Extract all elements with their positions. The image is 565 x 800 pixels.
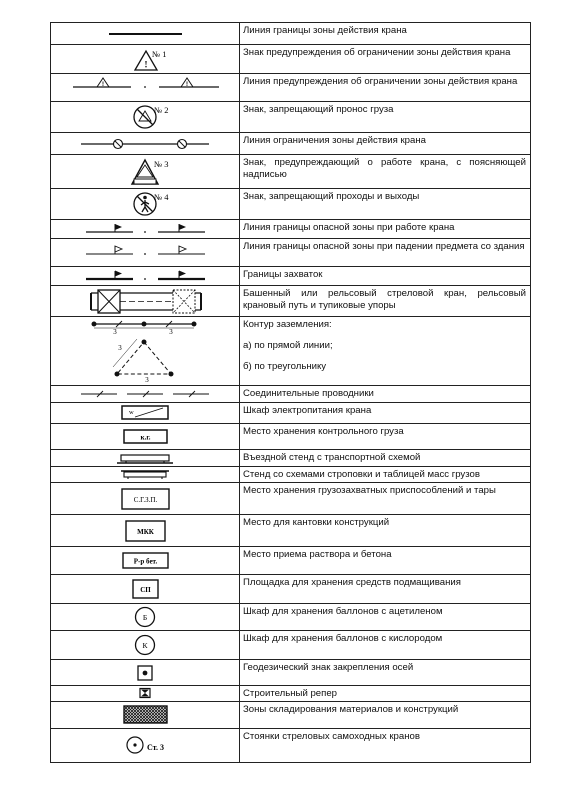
storage-zone-hatch-icon: [51, 702, 239, 728]
grounding-option-a: а) по прямой линии;: [243, 340, 333, 351]
table-row: [51, 575, 531, 604]
table-row: [51, 45, 531, 74]
description-cell: Линия границы опасной зоны при работе крана: [240, 220, 531, 239]
description-cell: Шкаф для хранения баллонов с ацетиленом: [240, 604, 531, 631]
table-row: [51, 467, 531, 483]
slinging-scheme-stand-icon: [51, 467, 239, 481]
sign-number: № 2: [154, 105, 169, 115]
work-section-boundary-icon: [51, 267, 239, 285]
symbol-cell: [51, 467, 240, 483]
symbol-cell: [51, 450, 240, 467]
hazard-zone-line-icon: [51, 220, 239, 238]
symbol-cell: [51, 102, 240, 133]
description-cell: Стенд со схемами строповки и таблицей масс грузов: [240, 467, 531, 483]
symbol-cell: [51, 575, 240, 604]
oxygen-cabinet-icon: [51, 631, 239, 659]
table-row: [51, 403, 531, 424]
description-cell: Линия ограничения зоны действия крана: [240, 133, 531, 155]
table-row: [51, 133, 531, 155]
parking-label: Ст. 3: [147, 743, 164, 752]
control-load-storage-icon: [51, 424, 239, 449]
description-cell: Место приема раствора и бетона: [240, 547, 531, 575]
description-cell: Границы захваток: [240, 267, 531, 286]
symbol-cell: [51, 386, 240, 403]
description-cell: Место для кантовки конструкций: [240, 515, 531, 547]
table-row: [51, 155, 531, 189]
description-cell: Шкаф для хранения баллонов с кислородом: [240, 631, 531, 660]
box-label: Р-р бет.: [133, 557, 158, 566]
symbol-cell: [51, 604, 240, 631]
circle-label: Б: [142, 613, 148, 622]
symbol-cell: [51, 45, 240, 74]
sign-number: № 3: [154, 159, 169, 169]
table-row: [51, 729, 531, 763]
symbol-cell: [51, 267, 240, 286]
sign-number: № 4: [154, 192, 169, 202]
symbol-cell: [51, 155, 240, 189]
description-cell: [240, 317, 531, 386]
grounding-contour-icon: [51, 317, 239, 385]
falling-object-hazard-line-icon: [51, 239, 239, 266]
concrete-reception-icon: [51, 547, 239, 574]
description-cell: Башенный или рельсовый стреловой кран, рельсовый крановый путь и тупиковые упоры: [240, 286, 531, 317]
table-row: [51, 286, 531, 317]
description-cell: Знак, предупреждающий о работе крана, с поясняющей надписью: [240, 155, 531, 189]
symbol-cell: [51, 317, 240, 386]
symbol-cell: [51, 515, 240, 547]
benchmark-icon: [51, 686, 239, 700]
table-row: [51, 23, 531, 45]
description-cell: Площадка для хранения средств подмащивания: [240, 575, 531, 604]
entry-stand-icon: [51, 450, 239, 466]
description-cell: Место хранения контрольного груза: [240, 424, 531, 450]
scaffolding-storage-icon: [51, 575, 239, 603]
table-row: [51, 424, 531, 450]
symbol-cell: [51, 189, 240, 220]
dimension-label: 3: [169, 328, 173, 336]
description-cell: Зоны складирования материалов и конструкций: [240, 702, 531, 729]
connecting-conductors-icon: [51, 386, 239, 402]
description-cell: Стоянки стреловых самоходных кранов: [240, 729, 531, 763]
table-row: [51, 450, 531, 467]
description-cell: Знак предупреждения об ограничении зоны действия крана: [240, 45, 531, 74]
description-cell: Геодезический знак закрепления осей: [240, 660, 531, 686]
table-row: [51, 547, 531, 575]
dimension-label: 3: [145, 376, 149, 384]
description-cell: Линия границы опасной зоны при падении предмета со здания: [240, 239, 531, 267]
box-label: С.Г.З.П.: [133, 496, 158, 504]
table-row: [51, 102, 531, 133]
symbol-cell: [51, 702, 240, 729]
grounding-title: Контур заземления:: [243, 319, 332, 330]
symbol-cell: [51, 403, 240, 424]
symbol-cell: [51, 483, 240, 515]
crane-zone-limit-line-icon: [51, 133, 239, 154]
table-row: [51, 239, 531, 267]
table-row: [51, 317, 531, 386]
cabinet-label: w: [129, 409, 134, 416]
description-cell: Строительный репер: [240, 686, 531, 702]
description-cell: Знак, запрещающий проходы и выходы: [240, 189, 531, 220]
no-load-carry-sign-icon: [51, 102, 239, 132]
symbol-cell: [51, 286, 240, 317]
dimension-label: 3: [118, 344, 122, 352]
symbol-cell: [51, 220, 240, 239]
table-row: [51, 660, 531, 686]
box-label: СП: [140, 586, 151, 594]
symbol-cell: [51, 74, 240, 102]
acetylene-cabinet-icon: [51, 604, 239, 630]
symbol-cell: [51, 660, 240, 686]
symbol-cell: [51, 23, 240, 45]
table-row: [51, 220, 531, 239]
no-passage-sign-icon: [51, 189, 239, 219]
crane-zone-boundary-line-icon: [51, 23, 239, 44]
table-row: [51, 74, 531, 102]
symbol-cell: [51, 547, 240, 575]
description-cell: Место хранения грузозахватных приспособлений и тары: [240, 483, 531, 515]
description-cell: Знак, запрещающий пронос груза: [240, 102, 531, 133]
table-row: [51, 189, 531, 220]
sign-number: № 1: [152, 49, 167, 59]
symbol-cell: [51, 686, 240, 702]
description-cell: Въездной стенд с транспортной схемой: [240, 450, 531, 467]
symbol-cell: [51, 239, 240, 267]
dimension-label: 3: [113, 328, 117, 336]
symbol-cell: [51, 631, 240, 660]
warning-triangle-icon: [51, 45, 239, 73]
symbol-cell: [51, 133, 240, 155]
grounding-option-b: б) по треугольнику: [243, 361, 327, 372]
lifting-gear-storage-icon: [51, 483, 239, 514]
table-row: [51, 702, 531, 729]
description-cell: Соединительные проводники: [240, 386, 531, 403]
table-row: [51, 515, 531, 547]
table-row: [51, 386, 531, 403]
geodetic-mark-icon: [51, 660, 239, 685]
svg-text:!: !: [144, 59, 148, 70]
tilting-area-icon: [51, 515, 239, 546]
symbol-cell: [51, 729, 240, 763]
table-row: [51, 686, 531, 702]
box-label: к.г.: [140, 433, 151, 442]
tower-crane-track-icon: [51, 286, 239, 316]
table-row: [51, 604, 531, 631]
description-cell: Линия границы зоны действия крана: [240, 23, 531, 45]
circle-label: К: [142, 641, 148, 650]
table-row: [51, 267, 531, 286]
mobile-crane-parking-icon: [51, 729, 239, 762]
power-cabinet-icon: [51, 403, 239, 423]
svg-text:!: !: [102, 82, 104, 88]
symbol-cell: [51, 424, 240, 450]
box-label: МКК: [137, 528, 154, 536]
table-row: [51, 483, 531, 515]
crane-work-warning-sign-icon: [51, 155, 239, 188]
description-cell: Шкаф электропитания крана: [240, 403, 531, 424]
svg-text:!: !: [186, 82, 188, 88]
symbol-legend-table: [50, 22, 531, 763]
description-cell: Линия предупреждения об ограничении зоны действия крана: [240, 74, 531, 102]
table-row: [51, 631, 531, 660]
warning-limit-line-icon: [51, 74, 239, 101]
